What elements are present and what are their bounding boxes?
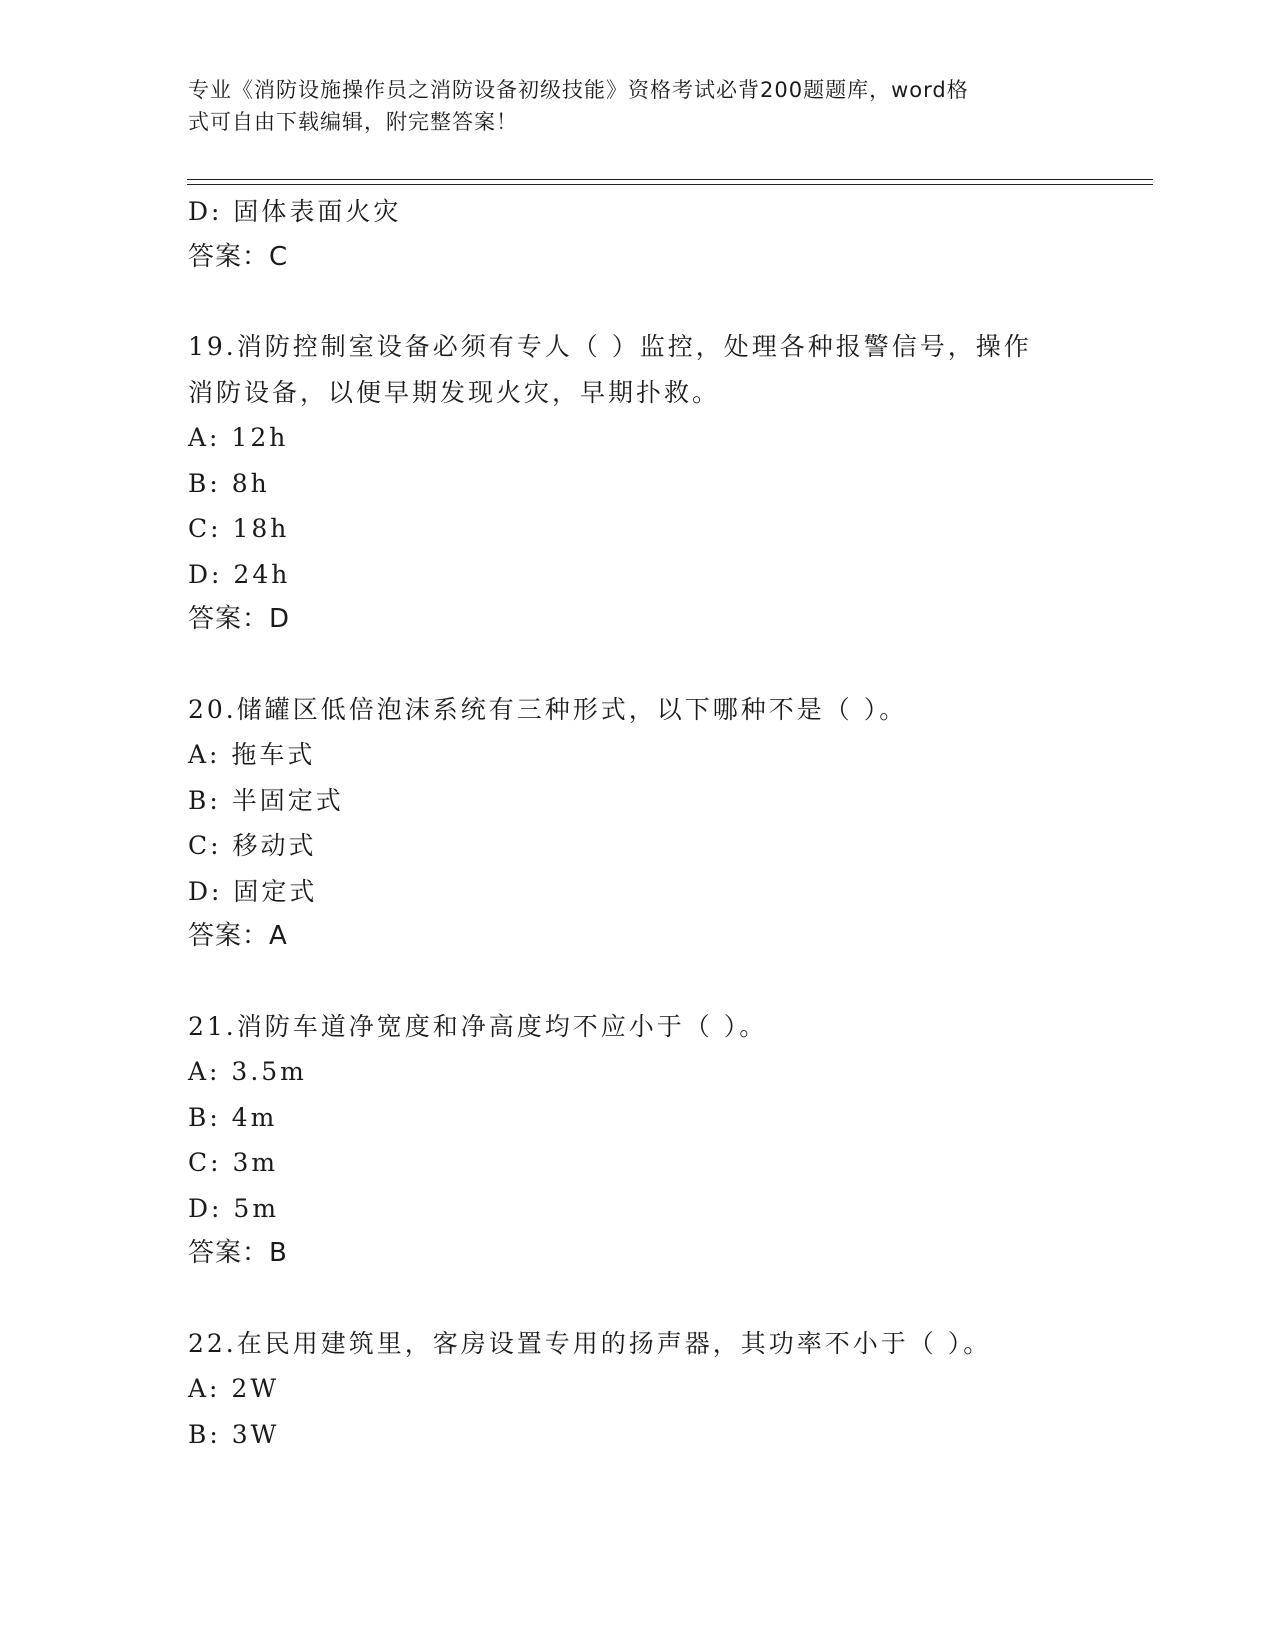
- question-block-21: [188, 1004, 1088, 1277]
- question-stem: 20.储罐区低倍泡沫系统有三种形式，以下哪种不是（ ）。: [188, 694, 908, 724]
- spacer: [188, 643, 1088, 687]
- question-stem: 22.在民用建筑里，客房设置专用的扬声器，其功率不小于（ ）。: [188, 1328, 992, 1358]
- spacer: [188, 280, 1088, 324]
- answer-line: 答案：B: [188, 1238, 288, 1268]
- option-d: D: 固定式: [188, 876, 318, 906]
- option-c: C: 移动式: [188, 831, 317, 860]
- document-header: [188, 74, 1088, 138]
- answer-line: 答案：A: [188, 921, 288, 951]
- question-stem: 21.消防车道净宽度和净高度均不应小于（ ）。: [188, 1011, 768, 1041]
- header-line-2: 式可自由下载编辑，附完整答案！: [188, 110, 518, 134]
- option-c: C: 3m: [188, 1148, 279, 1177]
- spacer: [188, 960, 1088, 1004]
- option-a: A: 2W: [188, 1374, 280, 1403]
- question-block-20: [188, 687, 1088, 960]
- question-block-18-tail: [188, 189, 1088, 280]
- option-b: B: 8h: [188, 468, 270, 498]
- question-block-19: [188, 324, 1088, 643]
- option-b: B: 半固定式: [188, 785, 344, 815]
- option-c: C: 18h: [188, 514, 290, 543]
- spacer: [188, 1277, 1088, 1321]
- question-stem: 19.消防控制室设备必须有专人（ ）监控，处理各种报警信号，操作: [188, 332, 1032, 361]
- option-a: A: 3.5m: [188, 1057, 307, 1086]
- option-a: A: 12h: [188, 423, 289, 452]
- header-divider-bottom: [187, 184, 1153, 185]
- header-divider-top: [187, 179, 1153, 180]
- question-stem-continued: 消防设备，以便早期发现火灾，早期扑救。: [188, 377, 721, 407]
- option-d: D: 5m: [188, 1193, 280, 1223]
- option-d: D: 固体表面火灾: [188, 197, 402, 226]
- header-line-1: 专业《消防设施操作员之消防设备初级技能》资格考试必背200题题库，word格: [188, 78, 969, 102]
- option-a: A: 拖车式: [188, 740, 316, 769]
- question-block-22: [188, 1321, 1088, 1458]
- option-b: B: 3W: [188, 1419, 280, 1449]
- option-d: D: 24h: [188, 559, 291, 589]
- answer-line: 答案：C: [188, 241, 289, 272]
- option-b: B: 4m: [188, 1102, 278, 1132]
- answer-line: 答案：D: [188, 604, 291, 634]
- question-list: [188, 189, 1088, 1457]
